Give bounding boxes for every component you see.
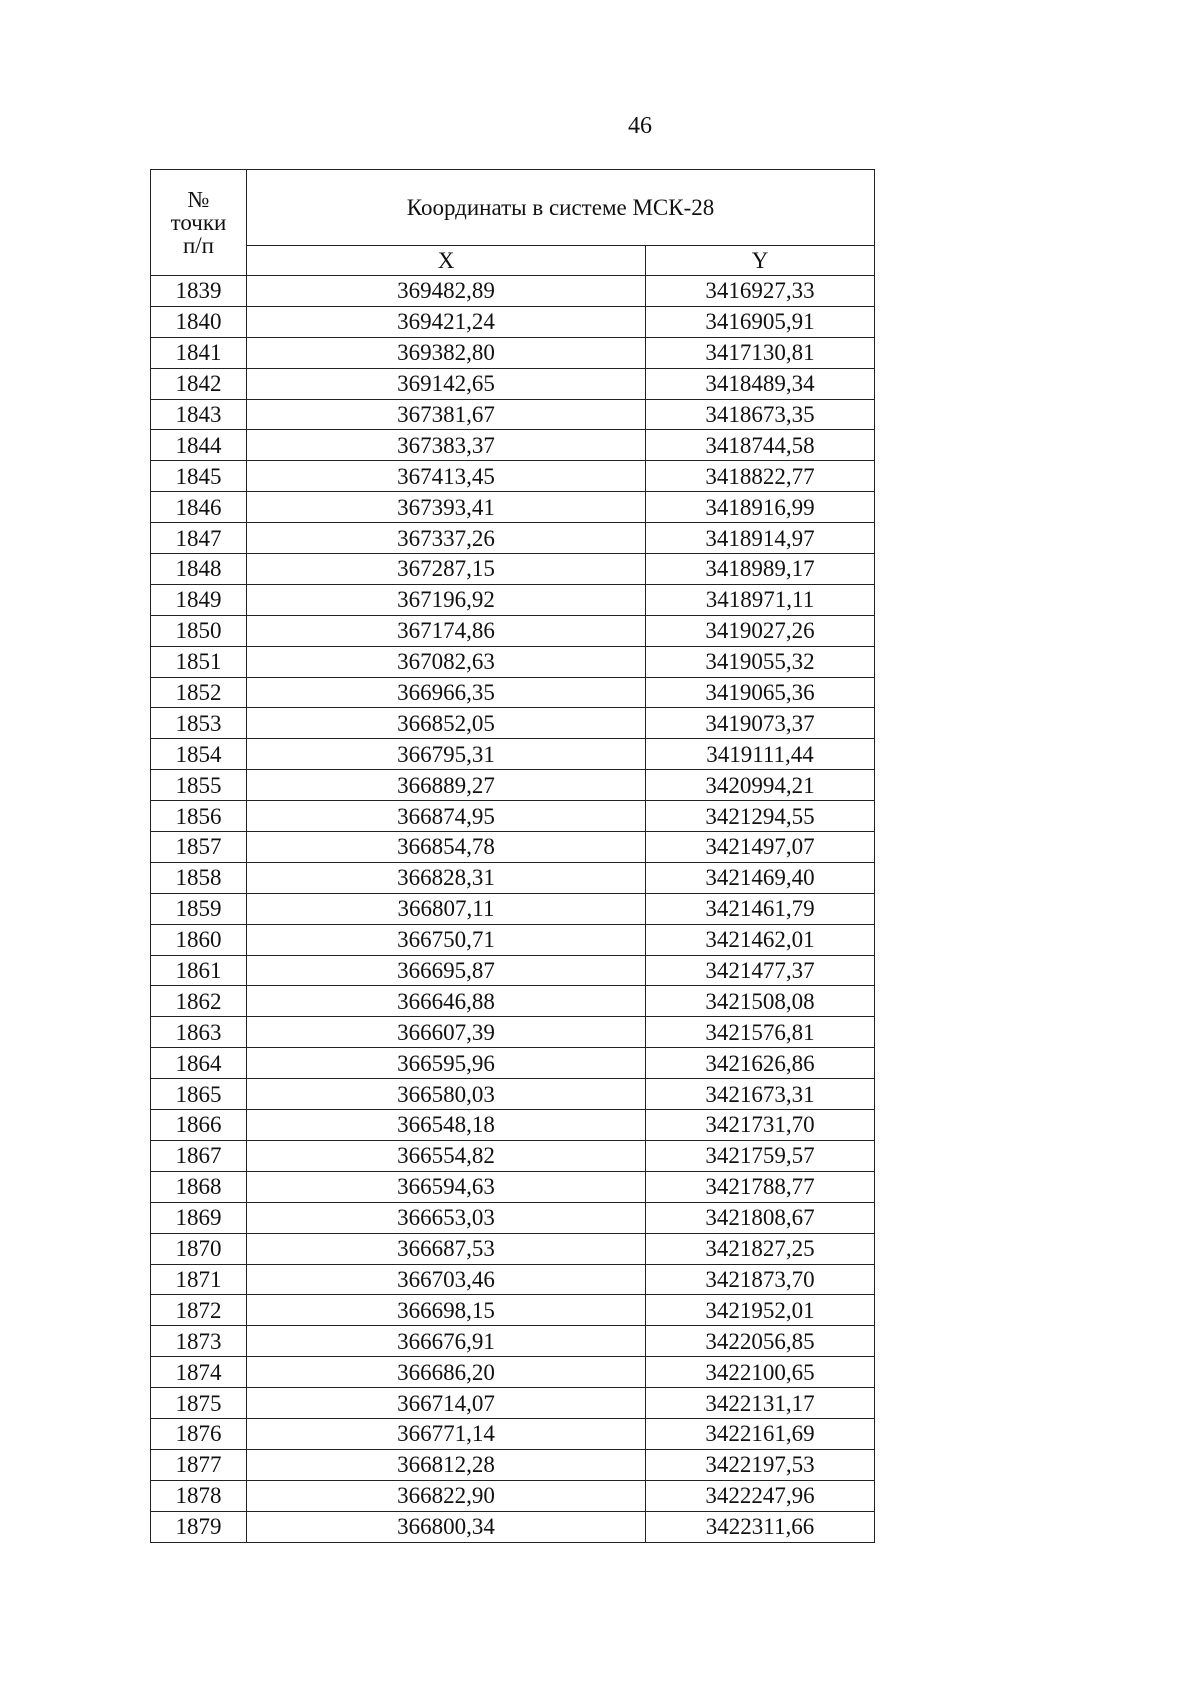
point-number-cell: 1861: [151, 955, 247, 986]
x-column-header: X: [247, 246, 646, 276]
y-coordinate-cell: 3421808,67: [646, 1202, 875, 1233]
y-coordinate-cell: 3418989,17: [646, 554, 875, 585]
x-coordinate-cell: 366607,39: [247, 1017, 646, 1048]
y-coordinate-cell: 3416927,33: [646, 276, 875, 307]
point-number-cell: 1858: [151, 862, 247, 893]
table-row: [151, 492, 875, 523]
y-coordinate-cell: 3421788,77: [646, 1171, 875, 1202]
point-number-cell: 1850: [151, 615, 247, 646]
point-number-cell: 1841: [151, 337, 247, 368]
y-coordinate-cell: 3421673,31: [646, 1079, 875, 1110]
table-row: [151, 893, 875, 924]
point-number-header-line1: №: [187, 187, 210, 212]
table-row: [151, 924, 875, 955]
point-number-cell: 1852: [151, 677, 247, 708]
point-number-cell: 1851: [151, 646, 247, 677]
y-coordinate-cell: 3421469,40: [646, 862, 875, 893]
point-number-cell: 1878: [151, 1480, 247, 1511]
y-coordinate-cell: 3418673,35: [646, 399, 875, 430]
x-coordinate-cell: 367393,41: [247, 492, 646, 523]
table-row: [151, 584, 875, 615]
x-coordinate-cell: 367413,45: [247, 461, 646, 492]
table-row: [151, 554, 875, 585]
y-coordinate-cell: 3421731,70: [646, 1110, 875, 1141]
point-number-cell: 1870: [151, 1233, 247, 1264]
x-coordinate-cell: 366698,15: [247, 1295, 646, 1326]
x-coordinate-cell: 366687,53: [247, 1233, 646, 1264]
point-number-cell: 1839: [151, 276, 247, 307]
table-row: [151, 708, 875, 739]
x-coordinate-cell: 366580,03: [247, 1079, 646, 1110]
point-number-cell: 1849: [151, 584, 247, 615]
point-number-cell: 1842: [151, 368, 247, 399]
x-coordinate-cell: 369382,80: [247, 337, 646, 368]
y-coordinate-cell: 3419027,26: [646, 615, 875, 646]
table-row: [151, 832, 875, 863]
page-number: 46: [628, 113, 652, 139]
table-row: [151, 646, 875, 677]
y-coordinate-cell: 3422197,53: [646, 1449, 875, 1480]
x-coordinate-cell: 366554,82: [247, 1140, 646, 1171]
table-row: [151, 523, 875, 554]
point-number-cell: 1853: [151, 708, 247, 739]
table-row: [151, 615, 875, 646]
table-row: [151, 306, 875, 337]
point-number-cell: 1871: [151, 1264, 247, 1295]
x-coordinate-cell: 366594,63: [247, 1171, 646, 1202]
x-coordinate-cell: 366595,96: [247, 1048, 646, 1079]
table-row: [151, 1480, 875, 1511]
table-header: [151, 170, 875, 276]
table-row: [151, 1048, 875, 1079]
point-number-cell: 1879: [151, 1511, 247, 1542]
table-row: [151, 1171, 875, 1202]
x-coordinate-cell: 366807,11: [247, 893, 646, 924]
y-coordinate-cell: 3417130,81: [646, 337, 875, 368]
y-coordinate-cell: 3420994,21: [646, 770, 875, 801]
point-number-header-line2: точки: [170, 210, 227, 235]
x-coordinate-cell: 366548,18: [247, 1110, 646, 1141]
table-row: [151, 1079, 875, 1110]
y-column-header: Y: [646, 246, 875, 276]
y-coordinate-cell: 3421462,01: [646, 924, 875, 955]
point-number-header-line3: п/п: [182, 233, 214, 258]
y-coordinate-cell: 3419055,32: [646, 646, 875, 677]
table-row: [151, 461, 875, 492]
point-number-cell: 1860: [151, 924, 247, 955]
y-coordinate-cell: 3419111,44: [646, 739, 875, 770]
x-coordinate-cell: 367383,37: [247, 430, 646, 461]
point-number-cell: 1857: [151, 832, 247, 863]
point-number-cell: 1867: [151, 1140, 247, 1171]
table-row: [151, 986, 875, 1017]
x-coordinate-cell: 366703,46: [247, 1264, 646, 1295]
x-coordinate-cell: 366686,20: [247, 1357, 646, 1388]
point-number-cell: 1873: [151, 1326, 247, 1357]
point-number-cell: 1872: [151, 1295, 247, 1326]
y-coordinate-cell: 3422056,85: [646, 1326, 875, 1357]
table-row: [151, 801, 875, 832]
table-row: [151, 1295, 875, 1326]
y-coordinate-cell: 3421759,57: [646, 1140, 875, 1171]
table-row: [151, 337, 875, 368]
x-coordinate-cell: 366646,88: [247, 986, 646, 1017]
y-coordinate-cell: 3421873,70: [646, 1264, 875, 1295]
point-number-cell: 1844: [151, 430, 247, 461]
y-coordinate-cell: 3421497,07: [646, 832, 875, 863]
point-number-cell: 1846: [151, 492, 247, 523]
y-coordinate-cell: 3422161,69: [646, 1418, 875, 1449]
x-coordinate-cell: 366874,95: [247, 801, 646, 832]
table-row: [151, 862, 875, 893]
y-coordinate-cell: 3418971,11: [646, 584, 875, 615]
point-number-cell: 1840: [151, 306, 247, 337]
x-coordinate-cell: 366653,03: [247, 1202, 646, 1233]
y-coordinate-cell: 3419073,37: [646, 708, 875, 739]
table-row: [151, 677, 875, 708]
point-number-cell: 1847: [151, 523, 247, 554]
point-number-cell: 1874: [151, 1357, 247, 1388]
table-row: [151, 955, 875, 986]
point-number-cell: 1843: [151, 399, 247, 430]
y-coordinate-cell: 3418744,58: [646, 430, 875, 461]
y-coordinate-cell: 3422247,96: [646, 1480, 875, 1511]
x-coordinate-cell: 367082,63: [247, 646, 646, 677]
y-coordinate-cell: 3421626,86: [646, 1048, 875, 1079]
y-coordinate-cell: 3418822,77: [646, 461, 875, 492]
y-coordinate-cell: 3418489,34: [646, 368, 875, 399]
x-coordinate-cell: 366695,87: [247, 955, 646, 986]
x-coordinate-cell: 367174,86: [247, 615, 646, 646]
table-row: [151, 1449, 875, 1480]
x-coordinate-cell: 366795,31: [247, 739, 646, 770]
coordinates-table: [150, 169, 875, 1543]
point-number-cell: 1855: [151, 770, 247, 801]
x-coordinate-cell: 366854,78: [247, 832, 646, 863]
x-coordinate-cell: 366676,91: [247, 1326, 646, 1357]
point-number-header: [151, 170, 247, 276]
table-row: [151, 770, 875, 801]
point-number-cell: 1848: [151, 554, 247, 585]
x-coordinate-cell: 367196,92: [247, 584, 646, 615]
table-row: [151, 399, 875, 430]
point-number-cell: 1856: [151, 801, 247, 832]
point-number-cell: 1868: [151, 1171, 247, 1202]
y-coordinate-cell: 3422100,65: [646, 1357, 875, 1388]
table-row: [151, 1017, 875, 1048]
y-coordinate-cell: 3421294,55: [646, 801, 875, 832]
table-row: [151, 1418, 875, 1449]
table-row: [151, 1233, 875, 1264]
y-coordinate-cell: 3421952,01: [646, 1295, 875, 1326]
y-coordinate-cell: 3421508,08: [646, 986, 875, 1017]
y-coordinate-cell: 3418914,97: [646, 523, 875, 554]
table-row: [151, 430, 875, 461]
x-coordinate-cell: 369142,65: [247, 368, 646, 399]
table-row: [151, 1357, 875, 1388]
point-number-cell: 1864: [151, 1048, 247, 1079]
table-row: [151, 1326, 875, 1357]
point-number-cell: 1859: [151, 893, 247, 924]
point-number-cell: 1862: [151, 986, 247, 1017]
y-coordinate-cell: 3418916,99: [646, 492, 875, 523]
y-coordinate-cell: 3421827,25: [646, 1233, 875, 1264]
x-coordinate-cell: 366822,90: [247, 1480, 646, 1511]
table-body: [151, 276, 875, 1543]
point-number-cell: 1854: [151, 739, 247, 770]
y-coordinate-cell: 3419065,36: [646, 677, 875, 708]
point-number-cell: 1876: [151, 1418, 247, 1449]
point-number-cell: 1877: [151, 1449, 247, 1480]
x-coordinate-cell: 366889,27: [247, 770, 646, 801]
point-number-cell: 1865: [151, 1079, 247, 1110]
y-coordinate-cell: 3421461,79: [646, 893, 875, 924]
coordinates-header: Координаты в системе МСК-28: [247, 170, 875, 246]
y-coordinate-cell: 3421576,81: [646, 1017, 875, 1048]
table-row: [151, 1511, 875, 1542]
table-row: [151, 276, 875, 307]
table-row: [151, 1388, 875, 1419]
table-row: [151, 368, 875, 399]
x-coordinate-cell: 366800,34: [247, 1511, 646, 1542]
table-row: [151, 739, 875, 770]
x-coordinate-cell: 369421,24: [247, 306, 646, 337]
x-coordinate-cell: 367381,67: [247, 399, 646, 430]
point-number-cell: 1863: [151, 1017, 247, 1048]
x-coordinate-cell: 366828,31: [247, 862, 646, 893]
y-coordinate-cell: 3422311,66: [646, 1511, 875, 1542]
x-coordinate-cell: 366750,71: [247, 924, 646, 955]
y-coordinate-cell: 3416905,91: [646, 306, 875, 337]
x-coordinate-cell: 367287,15: [247, 554, 646, 585]
x-coordinate-cell: 366771,14: [247, 1418, 646, 1449]
x-coordinate-cell: 366852,05: [247, 708, 646, 739]
y-coordinate-cell: 3422131,17: [646, 1388, 875, 1419]
point-number-cell: 1869: [151, 1202, 247, 1233]
y-coordinate-cell: 3421477,37: [646, 955, 875, 986]
point-number-cell: 1875: [151, 1388, 247, 1419]
x-coordinate-cell: 367337,26: [247, 523, 646, 554]
point-number-cell: 1845: [151, 461, 247, 492]
table-row: [151, 1202, 875, 1233]
point-number-cell: 1866: [151, 1110, 247, 1141]
table-row: [151, 1140, 875, 1171]
table-row: [151, 1110, 875, 1141]
x-coordinate-cell: 369482,89: [247, 276, 646, 307]
x-coordinate-cell: 366812,28: [247, 1449, 646, 1480]
table-row: [151, 1264, 875, 1295]
x-coordinate-cell: 366966,35: [247, 677, 646, 708]
x-coordinate-cell: 366714,07: [247, 1388, 646, 1419]
